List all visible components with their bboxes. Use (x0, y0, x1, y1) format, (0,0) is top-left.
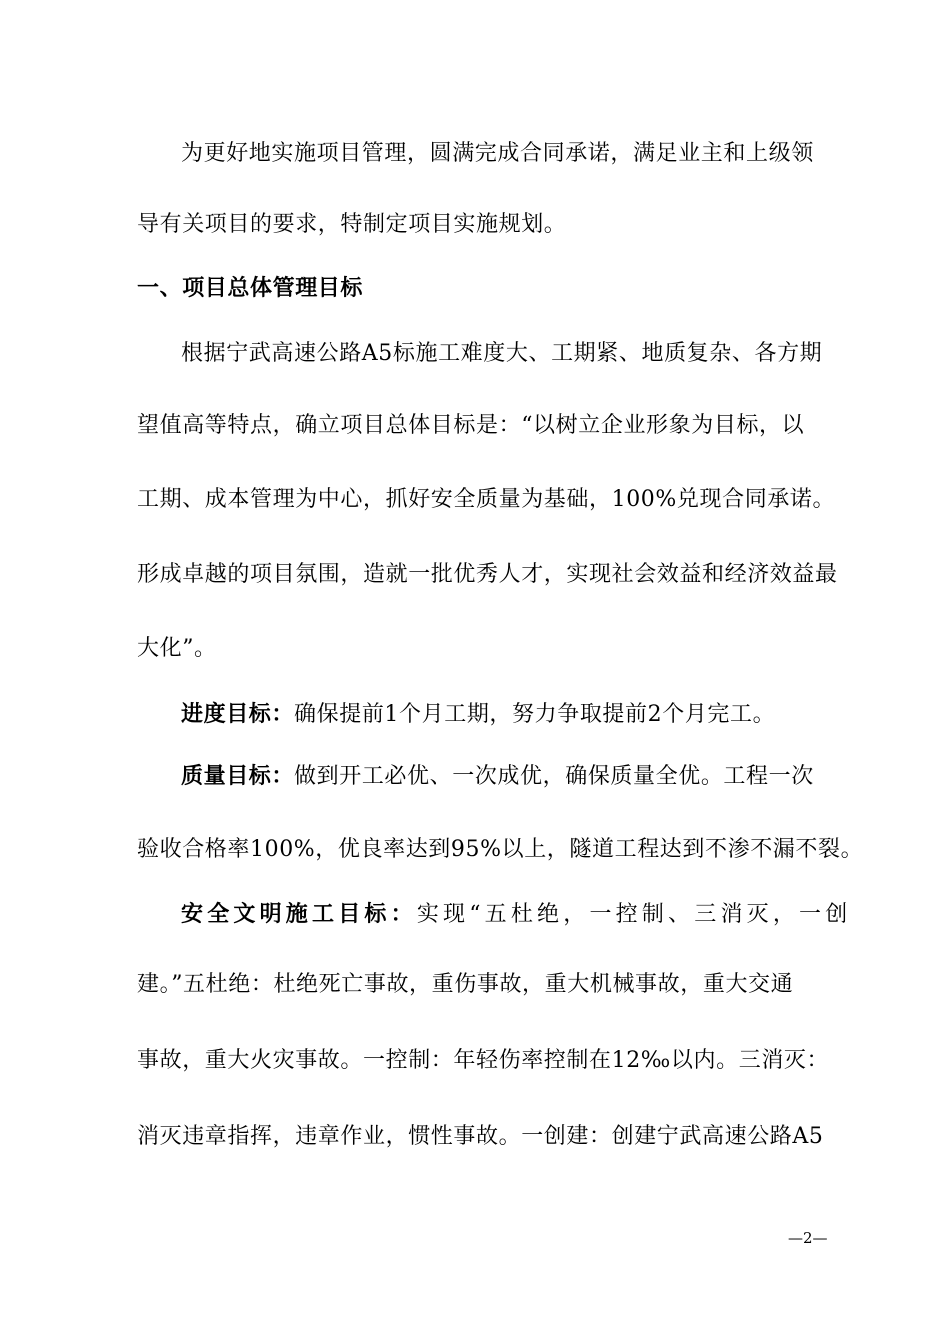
schedule-goal-line-1 (181, 699, 881, 730)
safety-goal-line-2: 建。”五杜绝：杜绝死亡事故，重伤事故，重大机械事故，重大交通 (137, 972, 794, 997)
safety-goal-line-3: 事故，重大火灾事故。一控制：年轻伤率控制在12‰以内。三消灭： (137, 1048, 830, 1073)
safety-goal-label: 安全文明施工目标： (181, 901, 417, 927)
page-number: —2— (788, 1229, 828, 1247)
overall-line-5: 大化”。 (137, 636, 217, 661)
quality-goal-text: 做到开工必优、一次成优，确保质量全优。工程一次 (294, 764, 814, 789)
overall-line-3: 工期、成本管理为中心，抓好安全质量为基础，100%兑现合同承诺。 (137, 487, 836, 512)
intro-line-2: 导有关项目的要求，特制定项目实施规划。 (137, 212, 567, 237)
quality-goal-label: 质量目标： (181, 763, 295, 789)
safety-goal-line-4: 消灭违章指挥，违章作业，惯性事故。一创建：创建宁武高速公路A5 (137, 1124, 824, 1149)
quality-goal-line-2: 验收合格率100%，优良率达到95%以上，隧道工程达到不渗不漏不裂。 (137, 837, 864, 862)
overall-line-4: 形成卓越的项目氛围，造就一批优秀人才，实现社会效益和经济效益最 (137, 562, 838, 587)
quality-goal-line-1 (181, 761, 881, 792)
overall-line-1: 根据宁武高速公路A5标施工难度大、工期紧、地质复杂、各方期 (181, 341, 823, 366)
safety-goal-text: 实现“五杜绝，一控制、三消灭，一创 (416, 902, 852, 927)
safety-goal-line-1 (181, 899, 881, 930)
schedule-goal-text: 确保提前1个月工期，努力争取提前2个月完工。 (294, 702, 776, 727)
intro-line-1: 为更好地实施项目管理，圆满完成合同承诺，满足业主和上级领 (181, 141, 814, 166)
schedule-goal-label: 进度目标： (181, 701, 295, 727)
section-heading: 一、项目总体管理目标 (137, 275, 364, 301)
overall-line-2: 望值高等特点，确立项目总体目标是：“以树立企业形象为目标，以 (137, 413, 805, 438)
